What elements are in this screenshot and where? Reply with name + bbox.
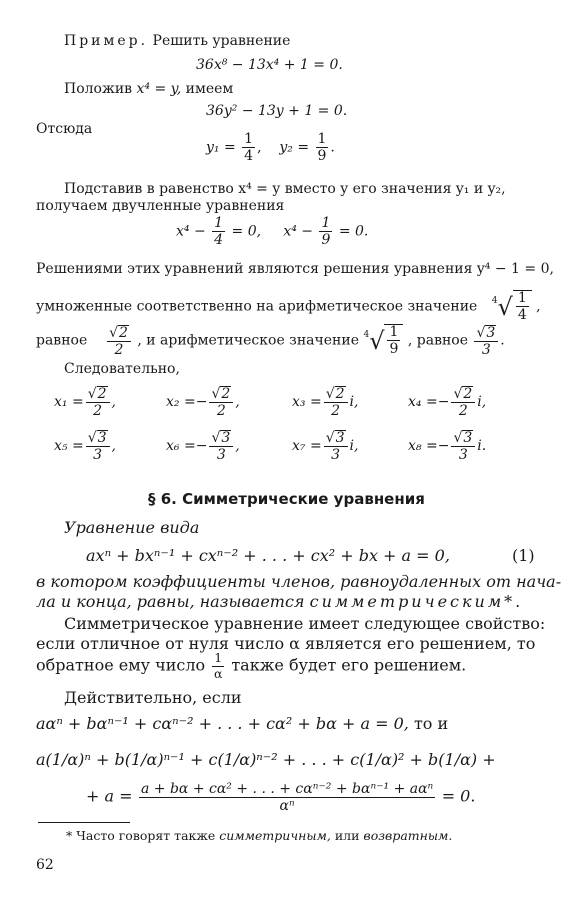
- fraction-1-4: [242, 132, 255, 163]
- fraction-1-alpha: [212, 652, 224, 680]
- substitution-line: [64, 82, 233, 96]
- root-tail: ,: [235, 438, 240, 454]
- root-index: 4: [491, 295, 498, 306]
- root-sign: −: [437, 438, 450, 454]
- example-label: Пример.: [64, 33, 149, 49]
- proof-eq3-tail: = 0.: [441, 786, 476, 806]
- root-lhs: x₈ =: [408, 438, 438, 454]
- frac-num: 1: [517, 290, 527, 306]
- page-number: 62: [36, 857, 54, 873]
- root-fraction: $\frac{√3}{3}$: [324, 430, 348, 462]
- fraction-1-4: [212, 216, 225, 247]
- def-line1: в котором коэффициенты членов, равноудаленных от нача-: [36, 572, 562, 591]
- sqrt-radicand: 3: [221, 430, 231, 446]
- radicand-1-4: [513, 290, 532, 322]
- example-line: [64, 34, 290, 48]
- sqrt-radicand: 3: [463, 430, 473, 446]
- substitution-expr: x⁴ = y,: [136, 81, 182, 97]
- eq-b: x⁴ −: [283, 223, 318, 240]
- para2-line2-text: умноженные соответственно на арифметическое значение: [36, 298, 478, 315]
- root-lhs: x₆ =: [166, 438, 196, 454]
- footnote-c: или: [334, 828, 360, 843]
- frac-num: 1: [214, 215, 224, 231]
- sqrt-radicand: 2: [97, 386, 107, 402]
- root-item: [408, 386, 486, 418]
- section-title: § 6. Симметрические уравнения: [148, 490, 425, 508]
- substitution-equation: 36y² − 13y + 1 = 0.: [206, 103, 348, 119]
- frac-den: 3: [481, 341, 491, 358]
- sqrt-radicand: 2: [335, 386, 345, 402]
- example-text: Решить уравнение: [152, 33, 291, 49]
- para2-line1: Решениями этих уравнений являются решения уравнения y⁴ − 1 = 0,: [36, 261, 554, 277]
- para1-line1: Подставив в равенство x⁴ = y вместо y его значения y₁ и y₂,: [64, 181, 506, 197]
- root-sign: −: [437, 394, 450, 410]
- y-values: y₁ = $\frac{1}{4}$ , y₂ = $\frac{1}{9}$ .: [206, 131, 335, 164]
- root-item: [408, 430, 486, 462]
- root-fraction: $\frac{√2}{2}$: [451, 386, 475, 418]
- def-equation-number: (1): [512, 546, 535, 565]
- para2-line3-c: , равное: [407, 332, 468, 349]
- prop-line2: если отличное от нуля число α является его решением, то: [36, 634, 536, 653]
- root-tail: i,: [477, 394, 487, 410]
- root-tail: i.: [477, 438, 487, 454]
- proof-eq2: a(1/α)ⁿ + b(1/α)ⁿ⁻¹ + c(1/α)ⁿ⁻² + . . . + c(1/α)² + b(1/α) +: [36, 750, 496, 769]
- frac-num: a + bα + cα² + . . . + cαⁿ⁻² + bαⁿ⁻¹ + aαⁿ: [140, 781, 434, 797]
- root-index: 4: [363, 329, 370, 340]
- prop-line3-b: также будет его решением.: [231, 655, 467, 675]
- frac-den: 3: [93, 447, 103, 463]
- root-fraction: $\frac{√3}{3}$: [86, 430, 110, 462]
- footnote-b: симметричным,: [219, 828, 331, 843]
- frac-den: 9: [389, 341, 399, 357]
- y2-label: y₂ =: [279, 139, 310, 156]
- fraction-1-9: [319, 216, 332, 247]
- root-sign: −: [195, 438, 208, 454]
- prop-line3: [36, 652, 466, 680]
- root-item: [54, 386, 116, 418]
- frac-den: 2: [93, 403, 103, 419]
- sqrt-radicand: 2: [118, 324, 128, 341]
- proof-eq1: [36, 716, 448, 732]
- root-item: [166, 386, 240, 418]
- para2-line2: умноженные соответственно на арифметическое значение $^4$√ $\frac{1}{4}$ ,: [36, 290, 541, 323]
- sqrt-radicand: 2: [463, 386, 473, 402]
- footnote: [66, 830, 452, 843]
- frac-den: 2: [458, 403, 468, 419]
- proof-eq1-tail: то и: [413, 714, 449, 733]
- substitution-text-a: Положив: [64, 81, 133, 97]
- def-intro: Уравнение вида: [64, 518, 200, 537]
- root-item: [292, 386, 358, 418]
- para1-line2: получаем двучленные уравнения: [36, 198, 285, 214]
- footnote-divider: [38, 822, 130, 823]
- root-tail: i,: [349, 394, 359, 410]
- frac-den: 3: [216, 447, 226, 463]
- def-line2-a: ла и конца, равны, называется: [36, 592, 305, 611]
- frac-num: 1: [389, 324, 399, 340]
- root-lhs: x₁ =: [54, 394, 84, 410]
- root-lhs: x₇ =: [292, 438, 322, 454]
- frac-den: 9: [321, 232, 331, 248]
- para2-line3-a: равное: [36, 332, 88, 349]
- root-lhs: x₅ =: [54, 438, 84, 454]
- frac-den: 2: [331, 403, 341, 419]
- root-item: [166, 430, 240, 462]
- root-lhs: x₄ =: [408, 394, 438, 410]
- proof-big-fraction: [139, 782, 435, 813]
- root-tail: ,: [235, 394, 240, 410]
- root-lhs: x₂ =: [166, 394, 196, 410]
- example-equation: 36x⁸ − 13x⁴ + 1 = 0.: [196, 57, 343, 73]
- hence-text: Отсюда: [36, 121, 93, 137]
- root-tail: i,: [349, 438, 359, 454]
- root-item: [292, 430, 358, 462]
- frac-den: 9: [317, 148, 327, 164]
- eq-b-tail: = 0.: [334, 223, 369, 240]
- proof-intro: Действительно, если: [64, 688, 242, 707]
- fraction-1-9: [316, 132, 329, 163]
- prop-line3-a: обратное ему число: [36, 655, 206, 675]
- para2-line3-b: , и арифметическое значение: [137, 332, 359, 349]
- root-tail: ,: [111, 438, 116, 454]
- footnote-d: возвратным.: [363, 828, 453, 843]
- proof-eq3-a: + a =: [86, 786, 133, 806]
- sqrt-radicand: 3: [97, 430, 107, 446]
- frac-den: 4: [244, 148, 254, 164]
- footnote-a: * Часто говорят также: [66, 828, 216, 843]
- conclusion-text: Следовательно,: [64, 361, 180, 377]
- frac-den: 4: [517, 307, 527, 323]
- frac-den: αⁿ: [279, 798, 295, 814]
- def-line2: [36, 594, 523, 610]
- proof-eq1-expr: aαⁿ + bαⁿ⁻¹ + cαⁿ⁻² + . . . + cα² + bα + a = 0,: [36, 714, 409, 733]
- sqrt-radicand: 2: [221, 386, 231, 402]
- root-fraction: $\frac{√3}{3}$: [209, 430, 233, 462]
- frac-num: 1: [317, 131, 327, 147]
- binomial-equations: [176, 216, 368, 247]
- sqrt-radicand: 3: [486, 324, 496, 341]
- frac-den: 2: [216, 403, 226, 419]
- radicand-1-9: [384, 324, 403, 356]
- def-equation: axⁿ + bxⁿ⁻¹ + cxⁿ⁻² + . . . + cx² + bx + a = 0,: [86, 546, 450, 565]
- para2-line3: равное $\frac{√2}{2}$ , и арифметическое значение $^4$√ $\frac{1}{9}$ , равное $\frac{√3}{3}$ .: [36, 324, 505, 358]
- def-line2-b: симметрическим*.: [309, 592, 524, 611]
- frac-den: 2: [114, 341, 124, 358]
- substitution-text-b: имеем: [185, 81, 234, 97]
- root-fraction: $\frac{√2}{2}$: [324, 386, 348, 418]
- fraction-sqrt2-2: $\frac{√2}{2}$: [107, 325, 131, 357]
- eq-a-tail: = 0,: [227, 223, 262, 240]
- frac-num: 1: [214, 650, 223, 665]
- root-fraction: $\frac{√2}{2}$: [209, 386, 233, 418]
- sqrt-radicand: 3: [335, 430, 345, 446]
- root-sign: −: [195, 394, 208, 410]
- frac-num: 1: [321, 215, 331, 231]
- frac-den: 3: [458, 447, 468, 463]
- frac-den: 3: [331, 447, 341, 463]
- root-lhs: x₃ =: [292, 394, 322, 410]
- fraction-sqrt3-3: $\frac{√3}{3}$: [474, 325, 498, 357]
- root-tail: ,: [111, 394, 116, 410]
- prop-line1: Симметрическое уравнение имеет следующее свойство:: [64, 614, 546, 633]
- root-fraction: $\frac{√3}{3}$: [451, 430, 475, 462]
- eq-a: x⁴ −: [176, 223, 211, 240]
- frac-den: α: [214, 665, 223, 681]
- frac-num: 1: [244, 131, 254, 147]
- proof-eq3: [86, 782, 475, 813]
- root-item: [54, 430, 116, 462]
- y1-label: y₁ =: [206, 139, 236, 156]
- root-fraction: $\frac{√2}{2}$: [86, 386, 110, 418]
- frac-den: 4: [214, 232, 224, 248]
